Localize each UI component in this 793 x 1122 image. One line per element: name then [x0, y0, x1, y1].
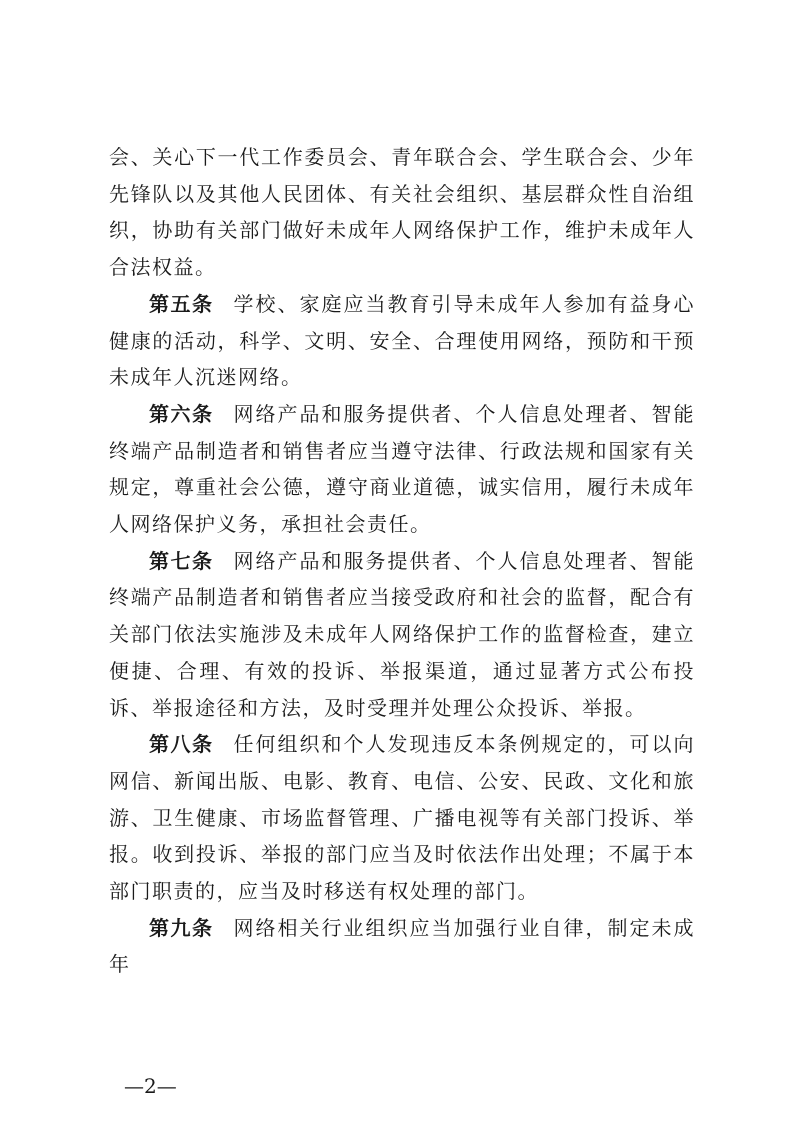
article-number: 第七条 — [149, 548, 214, 573]
paragraph-text: 任何组织和个人发现违反本条例规定的，可以向网信、新闻出版、电影、教育、电信、公安、民政、文化和旅游、卫生健康、市场监督管理、广播电视等有关部门投诉、举报。收到投诉、举报的部门应当及时依法作出处理；不属于本部门职责的，应当及时移送有权处理的部门。 — [109, 732, 695, 904]
article-9 — [109, 910, 695, 983]
article-number: 第六条 — [149, 401, 214, 426]
article-6 — [109, 396, 695, 543]
article-8 — [109, 726, 695, 910]
document-body — [109, 139, 695, 983]
paragraph-text: 网络产品和服务提供者、个人信息处理者、智能终端产品制造者和销售者应当接受政府和社会的监督，配合有关部门依法实施涉及未成年人网络保护工作的监督检查，建立便捷、合理、有效的投诉、举报渠道，通过显著方式公布投诉、举报途径和方法，及时受理并处理公众投诉、举报。 — [109, 548, 695, 720]
paragraph-text: 网络相关行业组织应当加强行业自律，制定未成年 — [109, 915, 695, 977]
paragraph-text: 会、关心下一代工作委员会、青年联合会、学生联合会、少年先锋队以及其他人民团体、有关社会组织、基层群众性自治组织，协助有关部门做好未成年人网络保护工作，维护未成年人合法权益。 — [109, 145, 695, 280]
article-number: 第九条 — [149, 915, 214, 940]
article-number: 第五条 — [149, 291, 214, 316]
article-number: 第八条 — [149, 732, 214, 757]
page-number: —2— — [124, 1074, 177, 1098]
article-5 — [109, 286, 695, 396]
paragraph-continuation — [109, 139, 695, 286]
paragraph-text: 网络产品和服务提供者、个人信息处理者、智能终端产品制造者和销售者应当遵守法律、行政法规和国家有关规定，尊重社会公德，遵守商业道德，诚实信用，履行未成年人网络保护义务，承担社会责任。 — [109, 401, 695, 537]
article-7 — [109, 543, 695, 727]
paragraph-text: 学校、家庭应当教育引导未成年人参加有益身心健康的活动，科学、文明、安全、合理使用网络，预防和干预未成年人沉迷网络。 — [109, 291, 695, 390]
